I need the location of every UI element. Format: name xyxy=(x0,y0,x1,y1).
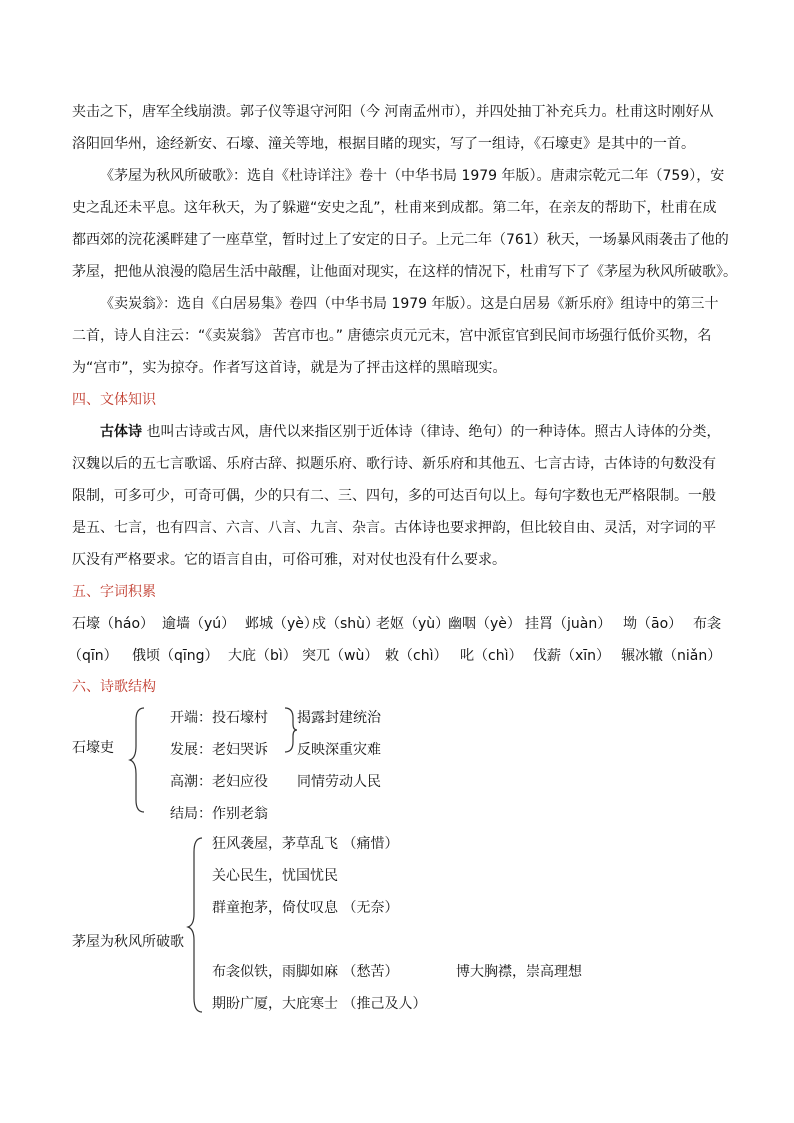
paragraph-line: 二首，诗人自注云：“《卖炭翁》 苦宫市也。” 唐德宗贞元元末，宫中派宦官到民间市场强行低价买物，名 xyxy=(72,328,712,344)
paragraph-line: 汉魏以后的五七言歌谣、乐府古辞、拟题乐府、歌行诗、新乐府和其他五、七言古诗，古体诗的句数没有 xyxy=(72,456,716,472)
vocab-item: 幽咽（yè） xyxy=(448,616,521,632)
structure-item: 期盼广厦，大庇寒士 （推己及人） xyxy=(212,996,427,1012)
vocab-item: （qīn） xyxy=(68,648,118,664)
structure-note: 同情劳动人民 xyxy=(297,774,381,790)
section-heading: 五、字词积累 xyxy=(72,584,156,600)
vocab-item: 逾墙（yú） xyxy=(162,616,236,632)
structure-item: 发展：老妇哭诉 xyxy=(170,742,268,758)
definition-line xyxy=(100,422,720,442)
section-heading: 四、文体知识 xyxy=(72,392,156,408)
structure-note: 博大胸襟，崇高理想 xyxy=(456,964,582,980)
paragraph-line: 夹击之下，唐军全线崩溃。郭子仪等退守河阳（今 河南孟州市），并四处抽丁补充兵力。杜甫这时刚好从 xyxy=(72,104,714,120)
structure-item: 高潮：老妇应役 xyxy=(170,774,268,790)
vocab-item: 伐薪（xīn） xyxy=(533,648,611,664)
term-label: 古体诗 xyxy=(100,424,142,440)
vocab-item: 叱（chì） xyxy=(460,648,523,664)
structure-item: 结局：作别老翁 xyxy=(170,806,268,822)
left-brace xyxy=(186,836,206,1014)
paragraph-line: 洛阳回华州，途经新安、石壕、潼关等地，根据目睹的现实，写了一组诗，《石壕吏》是其中的一首。 xyxy=(72,136,695,152)
structure-note: 揭露封建统治 xyxy=(297,710,381,726)
paragraph-line: 是五、七言，也有四言、六言、八言、九言、杂言。古体诗也要求押韵，但比较自由、灵活，对字词的平 xyxy=(72,520,716,536)
poem-title: 茅屋为秋风所破歌 xyxy=(72,934,184,950)
structure-item: 布衾似铁，雨脚如麻 （愁苦） xyxy=(212,964,399,980)
vocab-item: 老妪（yù） xyxy=(376,616,450,632)
structure-item: 群童抱茅，倚仗叹息 （无奈） xyxy=(212,900,399,916)
left-brace xyxy=(128,706,148,814)
paragraph-line: 《卖炭翁》：选自《白居易集》卷四（中华书局 1979 年版）。这是白居易《新乐府》组诗中的第三十 xyxy=(100,296,719,312)
vocab-item: 突兀（wù） xyxy=(302,648,379,664)
structure-item: 狂风袭屋，茅草乱飞 （痛惜） xyxy=(212,836,399,852)
vocab-item: 戍（shù） xyxy=(312,616,380,632)
paragraph-line: 茅屋，把他从浪漫的隐居生活中敲醒，让他面对现实，在这样的情况下，杜甫写下了《茅屋为秋风所破歌》。 xyxy=(72,264,737,280)
vocab-item: 石壕（háo） xyxy=(72,616,155,632)
vocab-item: 邺城（yè） xyxy=(245,616,318,632)
section-heading: 六、诗歌结构 xyxy=(72,679,156,695)
vocab-item: 俄顷（qīng） xyxy=(132,648,219,664)
vocab-item: 敕（chì） xyxy=(385,648,448,664)
paragraph-line: 史之乱还未平息。这年秋天，为了躲避“安史之乱”，杜甫来到成都。第二年，在亲友的帮助下，杜甫在成 xyxy=(72,200,717,216)
vocab-item: 挂罥（juàn） xyxy=(525,616,612,632)
vocab-item: 大庇（bì） xyxy=(228,648,297,664)
right-brace xyxy=(283,706,297,754)
structure-item: 开端：投石壕村 xyxy=(170,710,268,726)
poem-title: 石壕吏 xyxy=(72,740,114,756)
paragraph-line: 限制，可多可少，可奇可偶，少的只有二、三、四句，多的可达百句以上。每句字数也无严格限制。一般 xyxy=(72,488,716,504)
paragraph-line: 为“宫市”，实为掠夺。作者写这首诗，就是为了抨击这样的黑暗现实。 xyxy=(72,360,507,376)
vocab-item: 布衾 xyxy=(693,616,721,632)
definition-text: 也叫古诗或古风，唐代以来指区别于近体诗（律诗、绝句）的一种诗体。照古人诗体的分类， xyxy=(142,424,721,440)
structure-note: 反映深重灾难 xyxy=(297,742,381,758)
paragraph-line: 《茅屋为秋风所破歌》：选自《杜诗详注》卷十（中华书局 1979 年版）。唐肃宗乾元二年（759），安 xyxy=(100,168,725,184)
vocab-item: 辗冰辙（niǎn） xyxy=(621,648,722,664)
paragraph-line: 都西郊的浣花溪畔建了一座草堂，暂时过上了安定的日子。上元二年（761）秋天，一场暴风雨袭击了他的 xyxy=(72,232,729,248)
paragraph-line: 仄没有严格要求。它的语言自由，可俗可雅，对对仗也没有什么要求。 xyxy=(72,552,506,568)
vocab-item: 坳（āo） xyxy=(623,616,683,632)
structure-item: 关心民生，忧国忧民 xyxy=(212,868,338,884)
